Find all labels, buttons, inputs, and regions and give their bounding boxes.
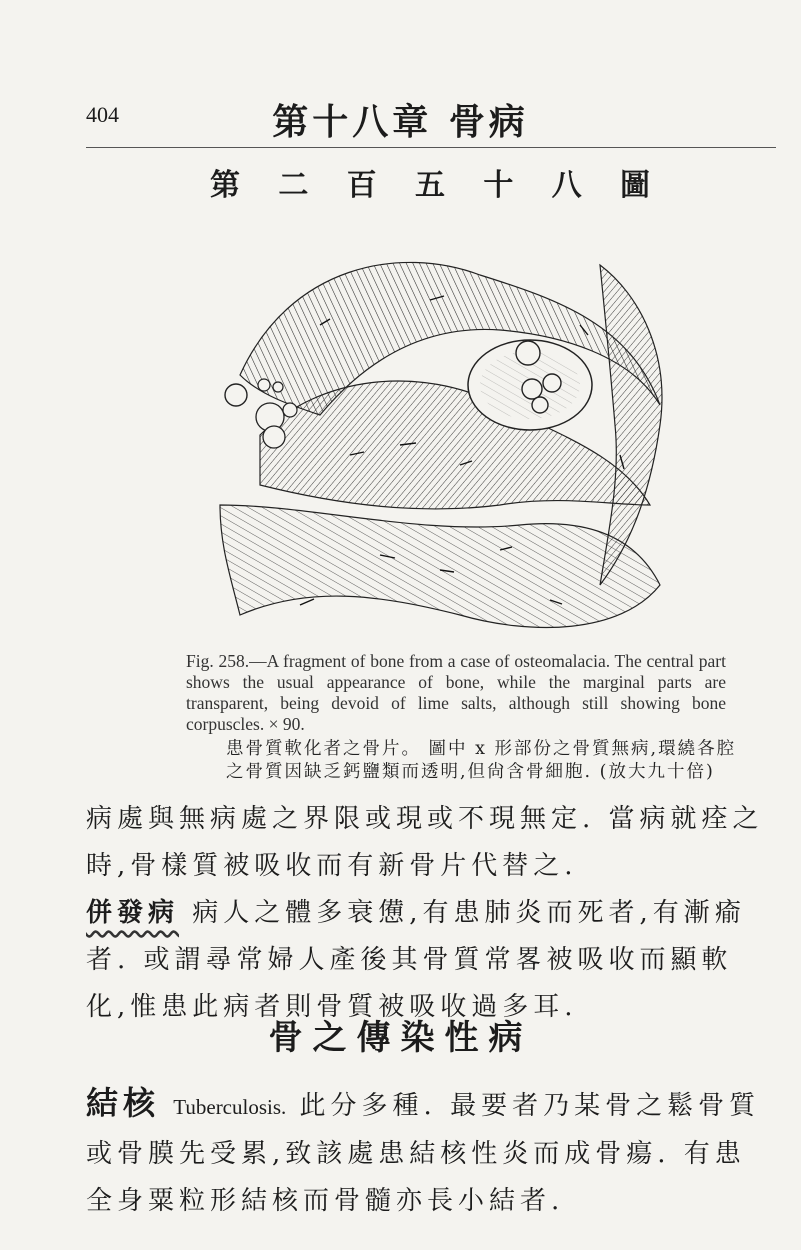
body-paragraph: 病處與無病處之界限或現或不現無定. 當病就痊之時,骨樣質被吸收而有新骨片代替之. [86,804,764,881]
figure-label-char: 百 [346,168,377,203]
figure-label-char: 十 [483,168,514,203]
figure-label-char: 五 [414,168,445,203]
figure-label [210,160,650,204]
paragraph-heading: 結核 [86,1084,161,1122]
figure-label-char: 八 [551,168,582,203]
figure-label-char: 第 [210,168,240,203]
body-paragraph-tuberculosis [86,1080,776,1225]
section-title: 骨之傳染性病 [268,1018,533,1058]
latin-term: Tuberculosis. [173,1095,287,1119]
running-head: 第十八章 骨病 [272,101,529,143]
caption-zh-line: 之骨質因缺乏鈣鹽類而透明,但尙含骨細胞. (放大九十倍) [226,762,715,782]
header-rule [86,147,776,148]
paragraph-text: 病人之體多衰憊,有患肺炎而死者,有漸瘉者. 或謂尋常婦人產後其骨質常畧被吸收而顯軟化,惟患此病者則骨質被吸收過多耳. [86,898,746,1022]
caption-zh-line: 患骨質軟化者之骨片。 圖中 x 形部份之骨質無病,環繞各腔 [226,739,737,759]
bone-fragment-illustration [200,205,680,650]
paragraph-heading: 併發病 [86,898,180,928]
figure-label-char: 圖 [619,168,650,203]
page-number: 404 [86,102,119,127]
figure-caption-chinese [226,738,746,784]
paragraph-text: 此分多種. 最要者乃某骨之鬆骨質或骨膜先受累,致該處患結核性炎而成骨瘍. 有患全身粟粒形結核而骨髓亦長小結者. [86,1091,761,1216]
figure-label-char: 二 [278,168,309,203]
figure-caption-english: Fig. 258.—A fragment of bone from a case of osteomalacia. The central part shows the usual appearance of bone, while the marginal parts are transparent, being devoid of lime salts, although still showing bone corpuscles. × 90. [186,651,726,734]
